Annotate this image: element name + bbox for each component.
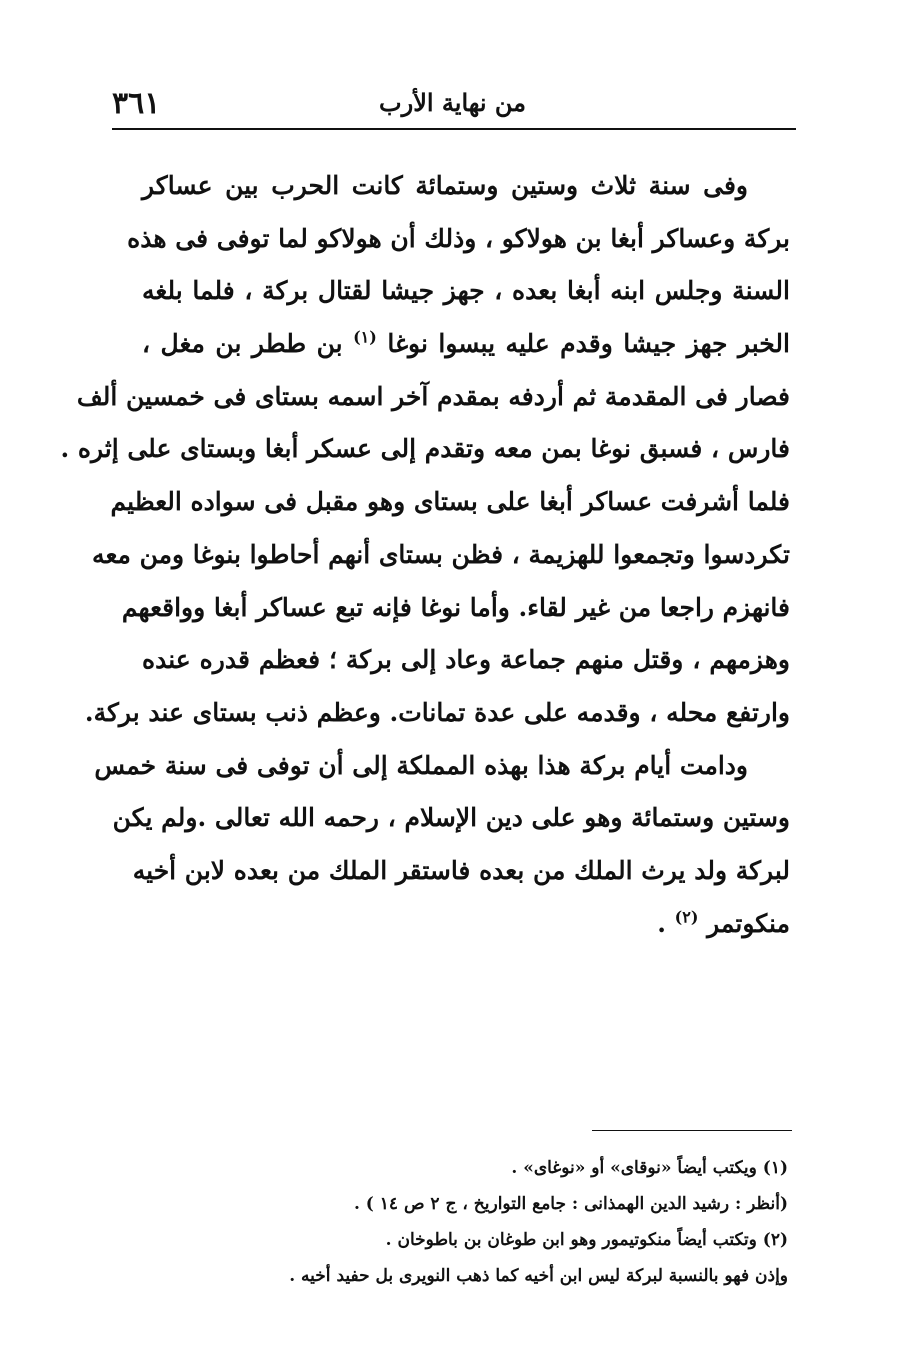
text-line: تكردسوا وتجمعوا للهزيمة ، فظن بستاى أنهم أحاطوا بنوغا ومن معه (92, 539, 790, 569)
text-line (142, 898, 790, 951)
page-header (112, 86, 796, 126)
text-line: لبركة ولد يرث الملك من بعده فاستقر الملك من بعده لابن أخيه (132, 855, 790, 885)
text-line: وفى سنة ثلاث وستين وستمائة كانت الحرب بين عساكر (142, 171, 748, 200)
text-line: فارس ، فسبق نوغا بمن معه وتقدم إلى عسكر أبغا وبستاى على إثره . (60, 434, 790, 464)
footnote-2-continuation: وإذن فهو بالنسبة لبركة ليس ابن أخيه كما ذهب النويرى بل حفيد أخيه . (289, 1266, 788, 1286)
text-line: فلما أشرفت عساكر أبغا على بستاى وهو مقبل فى سواده العظيم (110, 487, 790, 517)
text-line (142, 318, 790, 371)
footnote-1-source: (أنظر : رشيد الدين الهمذانى : جامع التواريخ ، ج ٢ ص ١٤ ) . (353, 1194, 788, 1214)
page-number: ٣٦١ (112, 86, 161, 121)
paragraph-1 (60, 160, 790, 740)
text-line: وستين وستمائة وهو على دين الإسلام ، رحمه الله تعالى .ولم يكن (112, 803, 790, 833)
footnote-2: (٢) وتكتب أيضاً منكوتيمور وهو ابن طوغان بن باطوخان . (385, 1230, 788, 1250)
main-text (60, 160, 790, 950)
running-title: من نهاية الأرب (379, 88, 526, 117)
text-line: فانهزم راجعا من غير لقاء. وأما نوغا فإنه تبع عساكر أبغا وواقعهم (121, 592, 790, 622)
paragraph-2 (94, 740, 790, 951)
text-segment: منكوتمر (707, 908, 790, 938)
text-line: وهزمهم ، وقتل منهم جماعة وعاد إلى بركة ؛ فعظم قدره عنده (142, 645, 790, 675)
text-line: وارتفع محله ، وقدمه على عدة تمانات. وعظم ذنب بستاى عند بركة. (84, 697, 790, 727)
footnote-ref-1: (١) (353, 327, 377, 347)
footnote-ref-2: (٢) (674, 907, 699, 927)
text-segment: بن ططر بن مغل ، (142, 329, 343, 359)
footnotes (108, 1150, 788, 1294)
footnote-1: (١) ويكتب أيضاً «نوقاى» أو «نوغاى» . (511, 1158, 788, 1178)
text-segment: . (657, 908, 666, 938)
text-line: السنة وجلس ابنه أبغا بعده ، جهز جيشا لقتال بركة ، فلما بلغه (142, 276, 790, 306)
text-line: ودامت أيام بركة هذا بهذه المملكة إلى أن توفى فى سنة خمس (94, 750, 748, 780)
text-segment: الخبر جهز جيشا وقدم عليه يبسوا نوغا (387, 329, 790, 359)
text-line: فصار فى المقدمة ثم أردفه بمقدم آخر اسمه بستاى فى خمسين ألف (76, 381, 790, 411)
footnote-divider (592, 1130, 792, 1131)
text-line: بركة وعساكر أبغا بن هولاكو ، وذلك أن هولاكو لما توفى فى هذه (127, 223, 790, 253)
header-divider (112, 128, 796, 130)
